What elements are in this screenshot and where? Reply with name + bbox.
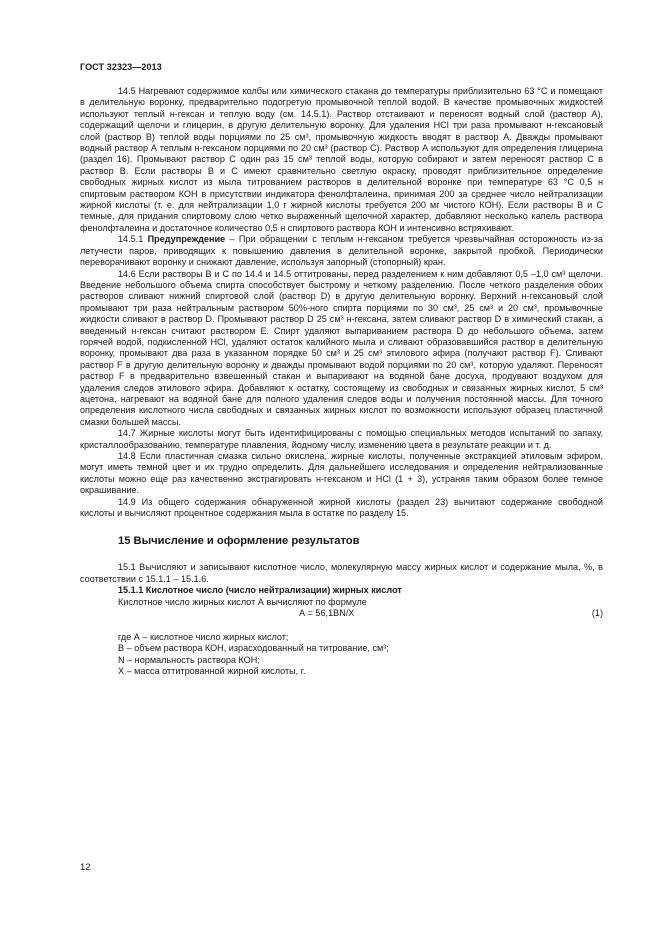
- formula-intro: Кислотное число жирных кислот А вычисляют по формуле: [118, 596, 367, 607]
- page-header: ГОСТ 32323—2013: [80, 62, 162, 72]
- where-line-2: В – объем раствора КОН, израсходованный на титрование, см³;: [118, 643, 389, 654]
- where-line-3: N – нормальность раствора КОН;: [118, 654, 260, 665]
- section-15-heading: 15 Вычисление и оформление результатов: [118, 535, 360, 548]
- where-line-1: где А – кислотное число жирных кислот;: [118, 632, 289, 643]
- subsection-15-1-1-heading: 15.1.1 Кислотное число (число нейтрализации) жирных кислот: [118, 585, 402, 596]
- page-content: [80, 86, 603, 678]
- warning-label: Предупреждение: [147, 234, 226, 245]
- formula-number: (1): [591, 608, 603, 619]
- page-number: 12: [80, 862, 91, 873]
- paragraph-14-8: 14.8 Если пластичная смазка сильно окислена, жирные кислоты, полученные экстракцией этиловым эфиром, могут иметь темной цвет и их трудно определить. Для дальнейшего исследования и определения нейтрализованные кислоты можно еще раз качественно экстрагировать н-гексаном и HCl (1 + 3), устраняя таким образом более темное окрашивание.: [80, 451, 603, 496]
- spacer: [80, 620, 603, 632]
- paragraph-14-7: 14.7 Жирные кислоты могут быть идентифицированы с помощью специальных методов испытаний по запаху, кристаллообразованию, температуре плавления, йодному числу, изменению цвета в результате реакции и т. д.: [80, 428, 603, 450]
- paragraph-14-5-1: [80, 234, 603, 268]
- paragraph-14-6: 14.6 Если растворы В и С по 14.4 и 14.5 оттитрованы, перед разделением к ним добавляют 0,5 –1,0 см³ щелочи. Введение небольшого объема спирта способствует быстрому и четкому разделению. После четкого разделения обоих растворов сливают нижний спиртовой слой (раствор D) в другую делительную воронку. Верхний н-гексановый слой промывают три раза нейтральным раствором 50%-ного спирта порциями по 30 см³, 25 см³ и 20 см³, промывочные жидкости сливают в раствор D. Промывают раствор D 25 см³ н-гексана, затем сливают раствор D в химический стакан, а введенный н-гексан считают раствором Е. Спирт удаляют выпариванием раствора D до небольшого объема, затем горячей водой, подкисленной HCl, удаляют остаток калийного мыла и сливают образовавшийся раствор в делительную воронку, промывают два раза в указанном порядке 50 см³ и 25 см³ этилового эфира (получают раствор F). Сливают раствор F в другую делительную воронку и дважды промывают водой порциями по 20 см³, которую удаляют. Переносят раствор F в предварительно взвешенный стакан и выпаривают на водяной бане досуха, продувают воздухом для удаления следов этилового эфира. Добавляют к остатку, состоящему из свободных и связанных жирных кислот, 5 см³ ацетона, нагревают на водяной бане для полного удаления следов воды и получения постоянной массы. Для точного определения кислотного числа свободных и связанных жирных кислот по возможности используют образец пластичной смазки большей массы.: [80, 268, 603, 427]
- paragraph-14-5: 14.5 Нагревают содержимое колбы или химического стакана до температуры приблизительно 63 °С и помещают в делительную воронку, предварительно подогретую промывочной теплой водой. В качестве промывочных жидкостей используют теплый н-гексан и теплую воду (см. 14.5.1). Раствор отстаивают и переносят водный слой (раствор А), содержащий щелочи и глицерин, в другую делительную воронку. Для удаления HCl три раза промывают н-гексановый слой (раствор В) теплой воды порциями по 25 см³, промывочную жидкость вводят в раствор А. Дважды промывают водный раствор А теплым н-гексаном порциями по 20 см³ (раствор С). Раствор А используют для определения глицерина (раздел 16). Промывают раствор С один раз 15 см³ теплой воды, которую собирают и затем переносят раствор С в раствор В. Если растворы В и С имеют сравнительно светлую окраску, проводят приблизительное определение свободных жирных кислот из мыла титрованием растворов в делительной воронке при температуре 63 °С 0,5 н спиртовым раствором КОН в присутствии индикатора фенолфталеина, принимая 200 за среднее число нейтрализации жирной кислоты (т. е. для нейтрализации 1,0 г жирной кислоты требуется 200 мг чистого КОН). Если растворы В и С темные, для придания спиртовому слою четко выраженный щелочной характер, добавляют несколько капель раствора фенолфталеина и достаточное количество 0,5 н спиртового раствора КОН и интенсивно встряхивают.: [80, 86, 603, 233]
- formula: А = 56,1BN/X: [299, 608, 355, 619]
- formula-line: [80, 608, 603, 620]
- warning-text: – При обращении с теплым н-гексаном требуется чрезвычайная осторожность из-за летучести паров, приводящих к повышению давления в делительной воронке, закрытой пробкой. Периодически переворачивают воронку и снижают давление, используя запорный (стопорный) кран.: [80, 234, 603, 268]
- paragraph-15-1: 15.1 Вычисляют и записывают кислотное число, молекулярную массу жирных кислот и содержание мыла, %, в соответствии с 15.1.1 – 15.1.6.: [80, 562, 603, 584]
- warning-number: 14.5.1: [118, 234, 144, 245]
- where-line-4: Х – масса оттитрованной жирной кислоты, г.: [118, 666, 306, 677]
- paragraph-14-9: 14.9 Из общего содержания обнаруженной жирной кислоты (раздел 23) вычитают содержание свободной кислоты и вычисляют процентное содержания мыла в остатке по разделу 15.: [80, 496, 603, 519]
